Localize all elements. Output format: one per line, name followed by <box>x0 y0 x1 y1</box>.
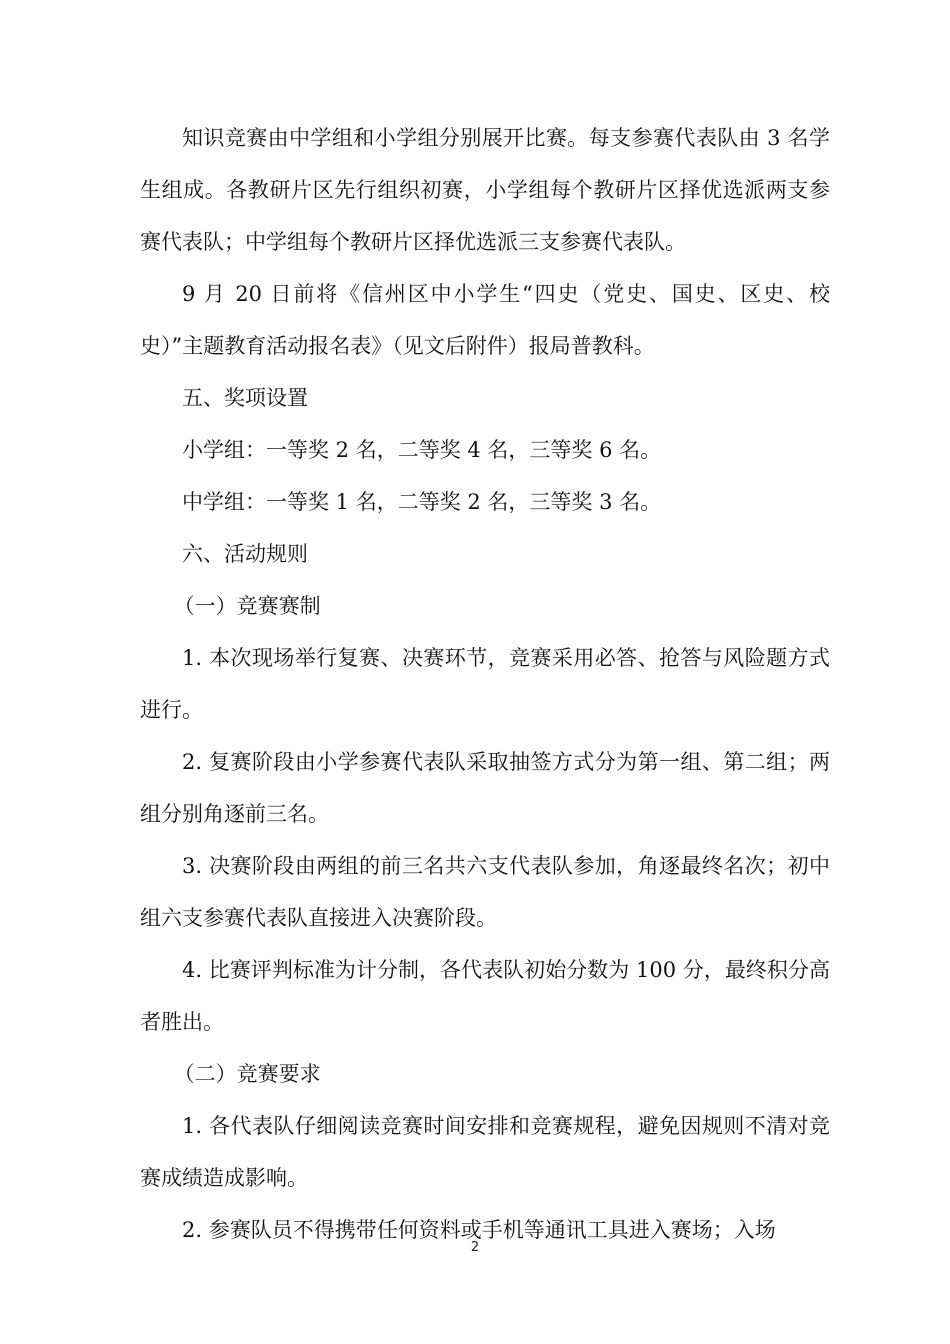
subheading-competition-requirements: （二）竞赛要求 <box>173 1062 321 1086</box>
rule-item-2: 2. 复赛阶段由小学参赛代表队采取抽签方式分为第一组、第二组；两组分别角逐前三名。 <box>140 750 830 826</box>
paragraph-primary-awards: 小学组：一等奖 2 名，二等奖 4 名，三等奖 6 名。 <box>182 438 662 462</box>
rule-item-1: 1. 本次现场举行复赛、决赛环节，竞赛采用必答、抢答与风险题方式进行。 <box>140 646 830 722</box>
page-number: 2 <box>470 1240 480 1255</box>
section-heading-awards: 五、奖项设置 <box>182 386 308 410</box>
paragraph-secondary-awards: 中学组：一等奖 1 名，二等奖 2 名，三等奖 3 名。 <box>182 490 662 514</box>
section-heading-rules: 六、活动规则 <box>182 542 308 566</box>
requirement-item-2: 2. 参赛队员不得携带任何资料或手机等通讯工具进入赛场；入场 <box>182 1218 776 1242</box>
rule-item-3: 3. 决赛阶段由两组的前三名共六支代表队参加，角逐最终名次；初中组六支参赛代表队直接进入决赛阶段。 <box>140 854 830 930</box>
requirement-item-1: 1. 各代表队仔细阅读竞赛时间安排和竞赛规程，避免因规则不清对竞赛成绩造成影响。 <box>140 1114 830 1190</box>
rule-item-4: 4. 比赛评判标准为计分制，各代表队初始分数为 100 分，最终积分高者胜出。 <box>140 958 830 1034</box>
subheading-competition-system: （一）竞赛赛制 <box>173 594 321 618</box>
paragraph-competition-format: 知识竞赛由中学组和小学组分别展开比赛。每支参赛代表队由 3 名学生组成。各教研片区先行组织初赛，小学组每个教研片区择优选派两支参赛代表队；中学组每个教研片区择优选派三支参赛代表队。 <box>140 126 830 254</box>
document-body <box>140 112 830 1256</box>
paragraph-registration-deadline: 9 月 20 日前将《信州区中小学生“四史（党史、国史、区史、校史）”主题教育活动报名表》（见文后附件）报局普教科。 <box>140 282 830 358</box>
